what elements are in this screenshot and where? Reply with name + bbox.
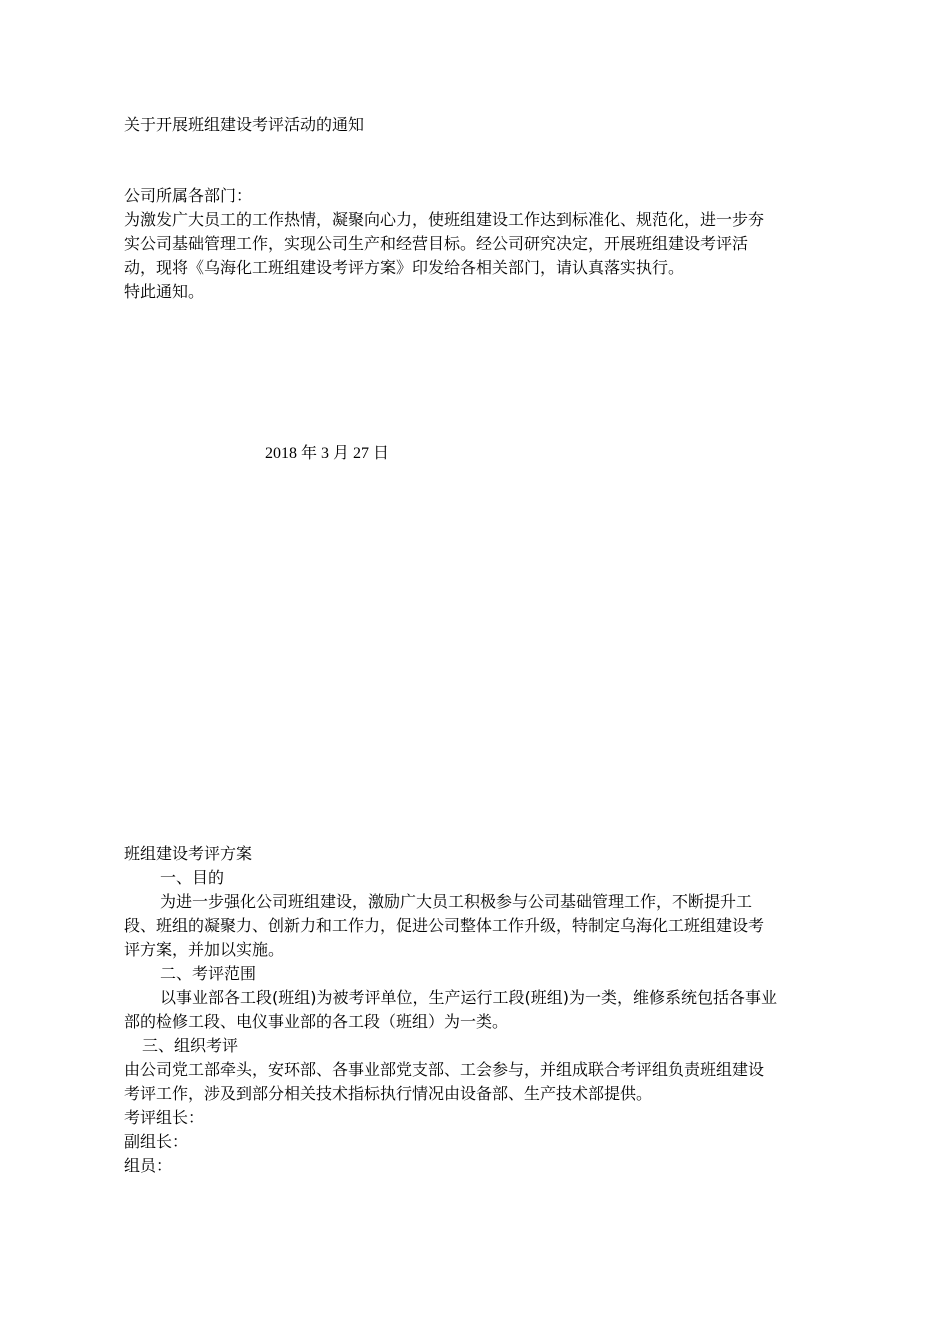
notice-salutation: 公司所属各部门：: [124, 186, 253, 205]
section-heading: 一、目的: [160, 868, 225, 887]
notice-body-line: 动，现将《乌海化工班组建设考评方案》印发给各相关部门，请认真落实执行。: [124, 258, 685, 277]
section-paragraph-line: 为进一步强化公司班组建设，激励广大员工积极参与公司基础管理工作，不断提升工: [160, 892, 753, 911]
section-paragraph-line: 评方案，并加以实施。: [124, 940, 285, 959]
section-paragraph-line: 由公司党工部牵头，安环部、各事业部党支部、工会参与，并组成联合考评组负责班组建设: [124, 1060, 765, 1079]
deputy-label: 副组长：: [124, 1132, 189, 1151]
section-paragraph-line: 部的检修工段、电仪事业部的各工段（班组）为一类。: [124, 1012, 509, 1031]
members-label: 组员：: [124, 1156, 173, 1175]
plan-title: 班组建设考评方案: [124, 844, 253, 863]
section-heading: 三、组织考评: [142, 1036, 239, 1055]
leader-label: 考评组长：: [124, 1108, 205, 1127]
section-paragraph-line: 段、班组的凝聚力、创新力和工作力，促进公司整体工作升级，特制定乌海化工班组建设考: [124, 916, 765, 935]
section-paragraph-line: 考评工作，涉及到部分相关技术指标执行情况由设备部、生产技术部提供。: [124, 1084, 653, 1103]
section-heading: 二、考评范围: [160, 964, 257, 983]
notice-body-line: 为激发广大员工的工作热情，凝聚向心力，使班组建设工作达到标准化、规范化，进一步夯: [124, 210, 765, 229]
notice-title: 关于开展班组建设考评活动的通知: [124, 115, 365, 134]
notice-date: 2018 年 3 月 27 日: [265, 445, 390, 462]
section-paragraph-line: 以事业部各工段(班组)为被考评单位，生产运行工段(班组)为一类，维修系统包括各事业: [160, 988, 777, 1007]
notice-body-line: 实公司基础管理工作，实现公司生产和经营目标。经公司研究决定，开展班组建设考评活: [124, 234, 749, 253]
notice-closing: 特此通知。: [124, 282, 205, 301]
